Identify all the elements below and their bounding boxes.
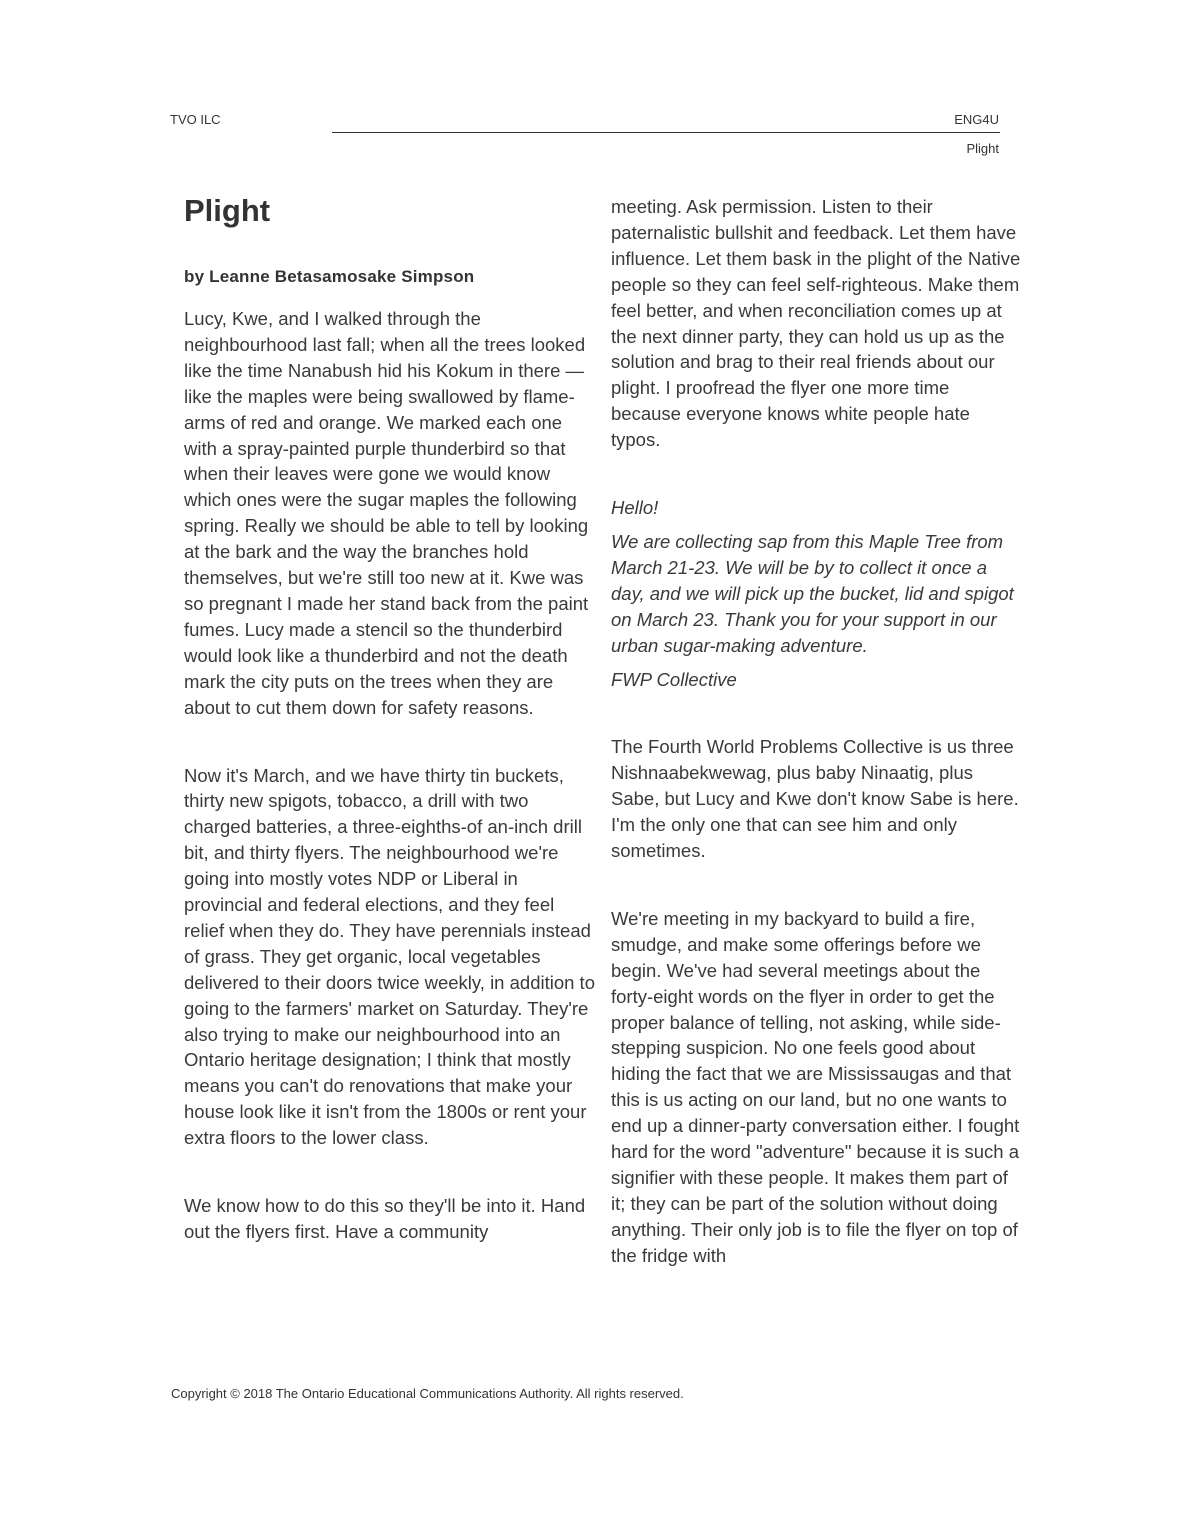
paragraph: We're meeting in my backyard to build a fire, smudge, and make some offerings before we begin. We've had several meetings about the forty-eight words on the flyer in order to get the proper balance of telling, not asking, while side-stepping suspicion. No one feels good about hiding the fact that we are Mississaugas and that this is us acting on our land, but no one wants to end up a dinner-party conversation either. I fought hard for the word "adventure" because it is such a signifier with these people. It makes them part of it; they can be part of the solution without doing anything. Their only job is to file the flyer on top of the fridge with [611,907,1020,1266]
paragraph: The Fourth World Problems Collective is us three Nishnaabekwewag, plus baby Ninaatig, plus Sabe, but Lucy and Kwe don't know Sabe is here. I'm the only one that can see him and only sometimes. [611,736,1019,862]
paragraph: Lucy, Kwe, and I walked through the neighbourhood last fall; when all the trees looked like the time Nanabush hid his Kokum in there — like the maples were being swallowed by flame-arms of red and orange. We marked each one with a spray-painted purple thunderbird so that when their leaves were gone we would know which ones were the sugar maples the following spring. Really we should be able to tell by looking at the bark and the way the branches hold themselves, but we're still too new at it. Kwe was so pregnant I made her stand back from the paint fumes. Lucy made a stencil so the thunderbird would look like a thunderbird and not the death mark the city puts on the trees when they are about to cut them down for safety reasons. [184,308,589,718]
flyer-greeting: Hello! [611,497,659,519]
byline: by Leanne Betasamosake Simpson [184,267,475,286]
paragraph: Now it's March, and we have thirty tin buckets, thirty new spigots, tobacco, a drill with two charged batteries, a three-eighths-of an-inch drill bit, and thirty flyers. The neighbourhood we're going into mostly votes NDP or Liberal in provincial and federal elections, and they feel relief when they do. They have perennials instead of grass. They get organic, local vegetables delivered to their doors twice weekly, in addition to going to the farmers' market on Saturday. They're also trying to make our neighbourhood into an Ontario heritage designation; I think that mostly means you can't do renovations that make your house look like it isn't from the 1800s or rent your extra floors to the lower class. [184,764,595,1149]
copyright-footer: Copyright © 2018 The Ontario Educational Communications Authority. All rights reserved. [171,1386,684,1401]
header-rule [332,132,1000,133]
header-subtitle: Plight [966,141,999,156]
left-column [184,192,596,1245]
right-column [611,194,1023,1269]
paragraph: meeting. Ask permission. Listen to their paternalistic bullshit and feedback. Let them have influence. Let them bask in the plight of the Native people so they can feel self-righteous. Make them feel better, and when reconciliation comes up at the next dinner party, they can hold us up as the solution and brag to their real friends about our plight. I proofread the flyer one more time because everyone knows white people hate typos. [611,196,1021,451]
flyer-body: We are collecting sap from this Maple Tree from March 21-23. We will be by to collect it once a day, and we will pick up the bucket, lid and spigot on March 23. Thank you for your support in our urban sugar-making adventure. [611,530,1014,656]
paragraph: We know how to do this so they'll be into it. Hand out the flyers first. Have a community [184,1195,586,1242]
header-course: ENG4U [954,112,999,127]
flyer-signature: FWP Collective [611,668,737,690]
header-left: TVO ILC [170,112,221,127]
page-title: Plight [184,193,271,228]
